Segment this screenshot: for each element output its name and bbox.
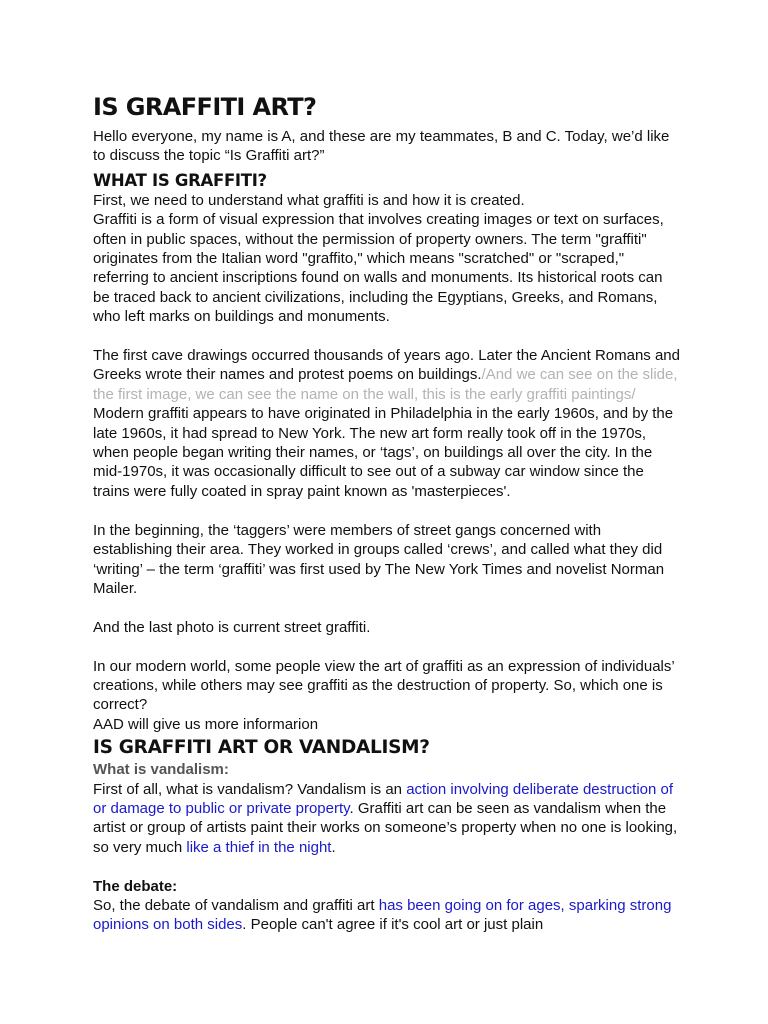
paragraph-gap	[93, 857, 683, 876]
paragraph-gap	[93, 327, 683, 346]
paragraph-definition: Graffiti is a form of visual expression that involves creating images or text on surfaces, often in public spaces, without the permission of property owners. The term "graffiti" originates from the Italian word "graffito," which means "scratched" or "scraped," referring to ancient inscriptions found on walls and monuments. Its historical roots can be traced back to ancient civilizations, including the Egyptians, Greeks, and Romans, who left marks on buildings and monuments.	[93, 211, 664, 326]
speaker-note: /And we can see on the slide, the first image, we can see the name on the wall, this is the early graffiti paintings/	[93, 366, 678, 403]
section-heading-what-is-graffiti: WHAT IS GRAFFITI?	[93, 170, 267, 190]
paragraph-understand: First, we need to understand what graffiti is and how it is created.	[93, 191, 525, 209]
vandalism-definition-link[interactable]: action involving deliberate destruction of or damage to public or private property	[93, 780, 674, 817]
debate-text-2: . People can't agree if it's cool art or just plain	[242, 916, 544, 934]
paragraph-modern-world: In our modern world, some people view the art of graffiti as an expression of individuals’ creations, while others may see graffiti as the destruction of property. So, which one is correct?	[93, 657, 675, 714]
thief-in-the-night-link[interactable]: like a thief in the night	[186, 838, 332, 856]
history-text-b: Modern graffiti appears to have originated in Philadelphia in the early 1960s, and by the late 1960s, it had spread to New York. The new art form really took off in the 1970s, when people began writing their names, or ‘tags’, on buildings all over the city. In the mid-1970s, it was occasionally difficult to see out of a subway car window since the trains were fully coated in spray paint known as 'masterpieces'.	[93, 405, 674, 500]
paragraph-taggers: In the beginning, the ‘taggers’ were members of street gangs concerned with establishing their area. They worked in groups called ‘crews’, and called what they did ‘writing’ – the term ‘graffiti’ was first used by The New York Times and novelist Norman Mailer.	[93, 521, 665, 597]
section-heading-art-or-vandalism: IS GRAFFITI ART OR VANDALISM?	[93, 737, 430, 759]
vandalism-text-3: .	[331, 838, 336, 856]
paragraph-aad: AAD will give us more informarion	[93, 715, 319, 733]
vandalism-text-2: . Graffiti art can be seen as vandalism when the artist or group of artists paint their works on someone’s property when no one is looking, so very much	[93, 799, 678, 856]
paragraph-history	[93, 346, 683, 501]
paragraph-gap	[93, 598, 683, 617]
history-text-a: The first cave drawings occurred thousands of years ago. Later the Ancient Romans and Greeks wrote their names and protest poems on buildings.	[93, 347, 680, 384]
paragraph-gap	[93, 501, 683, 520]
document-page	[93, 92, 683, 935]
subheading-the-debate: The debate:	[93, 877, 178, 895]
intro-paragraph: Hello everyone, my name is A, and these are my teammates, B and C. Today, we’d like to discuss the topic “Is Graffiti art?”	[93, 128, 670, 165]
document-title: IS GRAFFITI ART?	[93, 93, 317, 121]
subheading-what-is-vandalism: What is vandalism:	[93, 761, 229, 779]
paragraph-debate	[93, 896, 683, 935]
vandalism-text-1: First of all, what is vandalism? Vandalism is an	[93, 780, 407, 798]
debate-text-1: So, the debate of vandalism and graffiti art	[93, 896, 379, 914]
paragraph-last-photo: And the last photo is current street graffiti.	[93, 618, 371, 636]
paragraph-gap	[93, 637, 683, 656]
debate-link[interactable]: has been going on for ages, sparking strong opinions on both sides	[93, 896, 672, 934]
paragraph-vandalism	[93, 780, 683, 858]
